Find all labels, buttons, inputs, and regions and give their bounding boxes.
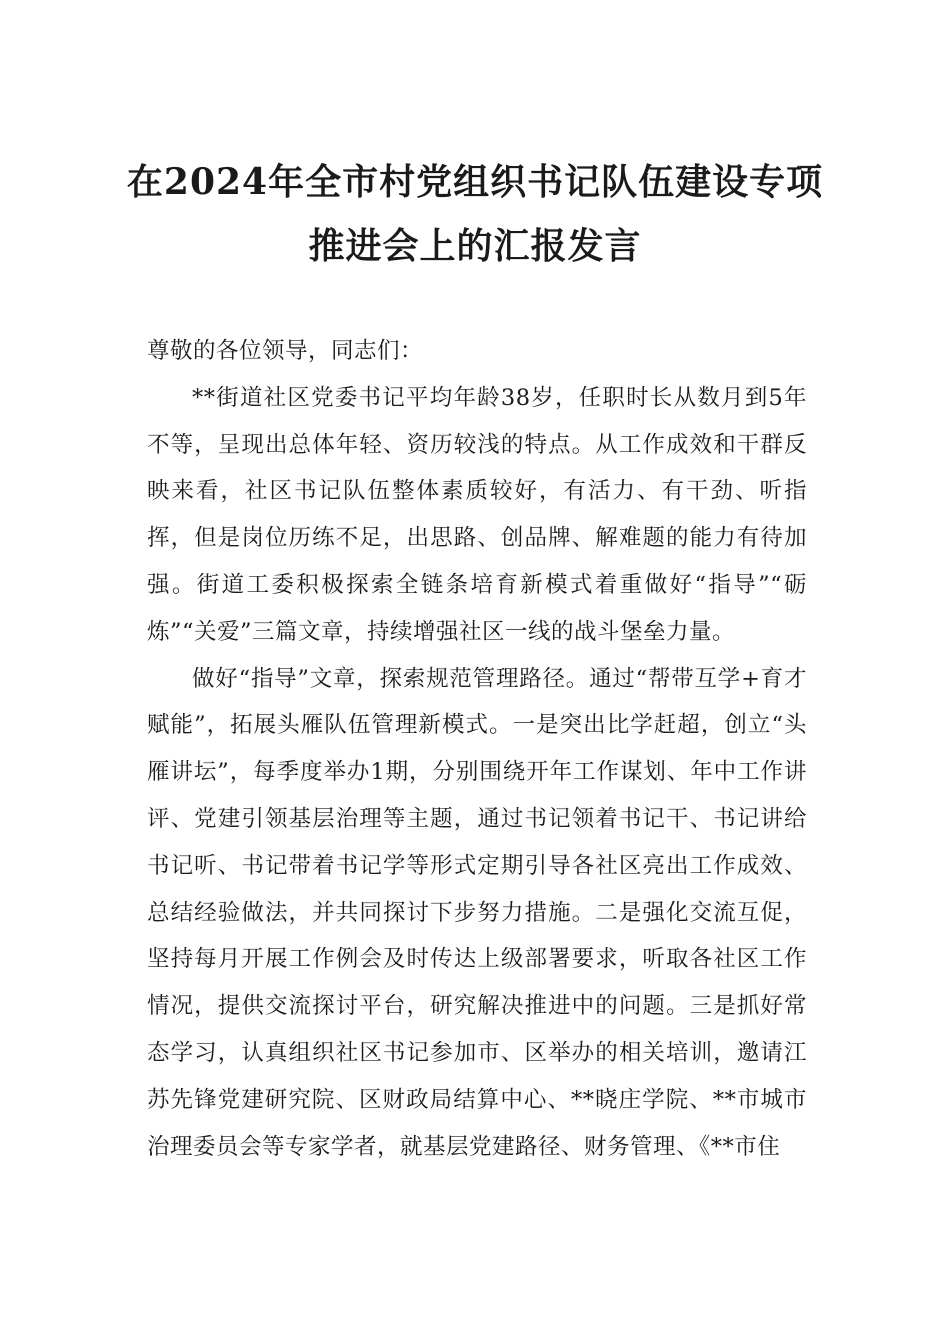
title-line-1: 在2024年全市村党组织书记队伍建设专项 (126, 161, 824, 203)
title-line-2: 推进会上的汇报发言 (308, 225, 642, 267)
salutation: 尊敬的各位领导，同志们： (147, 338, 424, 364)
paragraph-1: **街道社区党委书记平均年龄38岁，任职时长从数月到5年不等，呈现出总体年轻、资历较浅的特点。从工作成效和干群反映来看，社区书记队伍整体素质较好，有活力、有干劲、听指挥，但是岗位历练不足，出思路、创品牌、解难题的能力有待加强。街道工委积极探索全链条培育新模式着重做好“指导”“砺炼”“关爱”三篇文章，持续增强社区一线的战斗堡垒力量。 (147, 384, 807, 645)
document-body (147, 328, 807, 1170)
paragraph-2: 做好“指导”文章，探索规范管理路径。通过“帮带互学+育才赋能”，拓展头雁队伍管理新模式。一是突出比学赶超，创立“头雁讲坛”，每季度举办1期，分别围绕开年工作谋划、年中工作讲评、党建引领基层治理等主题，通过书记领着书记干、书记讲给书记听、书记带着书记学等形式定期引导各社区亮出工作成效、总结经验做法，并共同探讨下步努力措施。二是强化交流互促，坚持每月开展工作例会及时传达上级部署要求，听取各社区工作情况，提供交流探讨平台，研究解决推进中的问题。三是抓好常态学习，认真组织社区书记参加市、区举办的相关培训，邀请江苏先锋党建研究院、区财政局结算中心、**晓庄学院、**市城市治理委员会等专家学者，就基层党建路径、财务管理、《**市住 (147, 665, 807, 1160)
document-title (100, 150, 850, 278)
